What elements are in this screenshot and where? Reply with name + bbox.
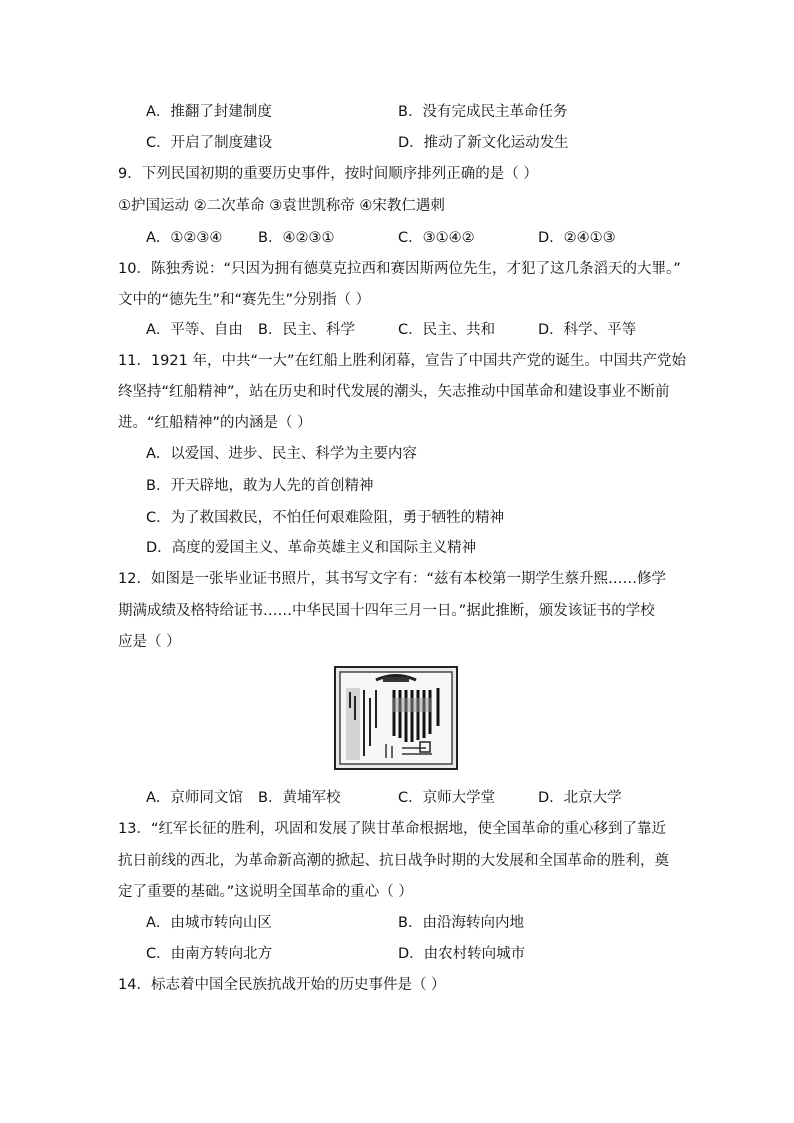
q13-option-d: D．由农村转向城市	[398, 946, 526, 962]
q11-stem-line2: 终坚持“红船精神”，站在历史和时代发展的潮头，矢志推动中国革命和建设事业不断前	[118, 384, 670, 400]
q9-stem: 9．下列民国初期的重要历史事件，按时间顺序排列正确的是（ ）	[118, 166, 538, 182]
q11-stem-line3: 进。“红船精神”的内涵是（ ）	[118, 415, 312, 431]
q9-events: ①护国运动 ②二次革命 ③袁世凯称帝 ④宋教仁遇刺	[118, 198, 445, 214]
q12-option-c: C．京师大学堂	[398, 790, 496, 806]
q9-option-a: A．①②③④	[146, 230, 223, 246]
q10-option-c: C．民主、共和	[398, 322, 496, 338]
q13-stem-line3: 定了重要的基础。”这说明全国革命的重心（ ）	[118, 884, 413, 900]
q12-option-d: D．北京大学	[538, 790, 622, 806]
q12-stem-line3: 应是（ ）	[118, 634, 181, 650]
q13-option-b: B．由沿海转向内地	[398, 915, 524, 931]
q11-stem-line1: 11．1921 年，中共“一大”在红船上胜利闭幕，宣告了中国共产党的诞生。中国共产党始	[118, 353, 686, 369]
q11-option-d: D．高度的爱国主义、革命英雄主义和国际主义精神	[146, 540, 477, 556]
q13-option-c: C．由南方转向北方	[146, 946, 273, 962]
q13-stem-line1: 13．“红军长征的胜利，巩固和发展了陕甘革命根据地，使全国革命的重心移到了靠近	[118, 821, 666, 837]
q13-option-a: A．由城市转向山区	[146, 915, 272, 931]
q9-option-d: D．②④①③	[538, 230, 616, 246]
graduation-certificate-photo	[334, 666, 458, 770]
q8-option-d: D．推动了新文化运动发生	[398, 135, 569, 151]
q11-option-a: A．以爱国、进步、民主、科学为主要内容	[146, 446, 417, 462]
q12-option-a: A．京师同文馆	[146, 790, 243, 806]
q11-option-b: B．开天辟地，敢为人先的首创精神	[146, 478, 374, 494]
q12-option-b: B．黄埔军校	[258, 790, 341, 806]
q9-option-c: C．③①④②	[398, 230, 475, 246]
q10-option-b: B．民主、科学	[258, 322, 355, 338]
q8-option-b: B．没有完成民主革命任务	[398, 104, 568, 120]
q8-option-a: A．推翻了封建制度	[146, 104, 272, 120]
q11-option-c: C．为了救国救民，不怕任何艰难险阻，勇于牺牲的精神	[146, 510, 505, 526]
q10-stem-line1: 10．陈独秀说：“只因为拥有德莫克拉西和赛因斯两位先生，才犯了这几条滔天的大罪。”	[118, 261, 681, 277]
q9-option-b: B．④②③①	[258, 230, 335, 246]
q12-stem-line2: 期满成绩及格特给证书……中华民国十四年三月一日。”据此推断，颁发该证书的学校	[118, 603, 655, 619]
q13-stem-line2: 抗日前线的西北，为革命新高潮的掀起、抗日战争时期的大发展和全国革命的胜利，奠	[118, 853, 669, 869]
q14-stem: 14．标志着中国全民族抗战开始的历史事件是（ ）	[118, 977, 446, 993]
q10-stem-line2: 文中的“德先生”和“赛先生”分别指（ ）	[118, 292, 371, 308]
q10-option-a: A．平等、自由	[146, 322, 243, 338]
q12-stem-line1: 12．如图是一张毕业证书照片，其书写文字有：“兹有本校第一期学生蔡升熙……修学	[118, 571, 666, 587]
q10-option-d: D．科学、平等	[538, 322, 637, 338]
q8-option-c: C．开启了制度建设	[146, 135, 273, 151]
